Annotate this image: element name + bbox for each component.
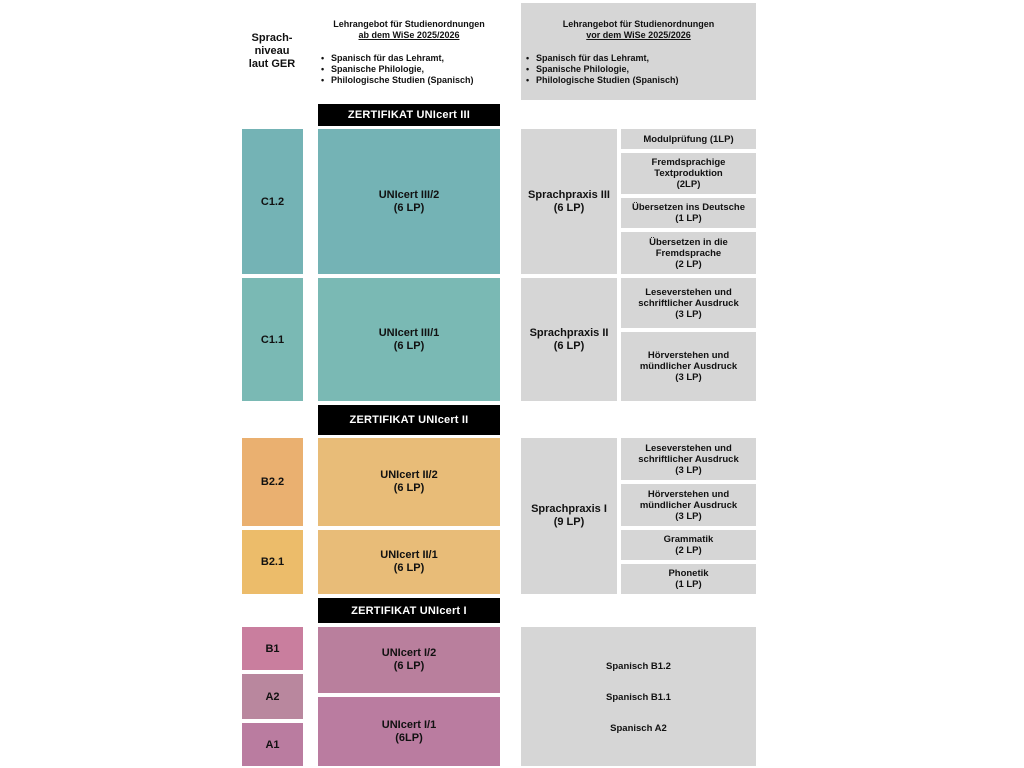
old-offer-title-line2: vor dem WiSe 2025/2026 — [586, 30, 691, 40]
submodule-uebersetzen-in-die-fremdsprache: Übersetzen in die Fremdsprache (2 LP) — [621, 232, 756, 274]
level-b2-1: B2.1 — [242, 530, 303, 594]
submodule-grammatik: Grammatik (2 LP) — [621, 530, 756, 560]
new-offer-program-list — [321, 53, 500, 86]
level-a1: A1 — [242, 723, 303, 766]
submodule-hoerverstehen-sp2: Hörverstehen und mündlicher Ausdruck (3 LP) — [621, 332, 756, 401]
module-unicert-2-2: UNIcert II/2 (6 LP) — [318, 438, 500, 526]
submodule-modulpruefung: Modulprüfung (1LP) — [621, 129, 756, 149]
certificate-unicert-2: ZERTIFIKAT UNIcert II — [318, 405, 500, 435]
old-offer-program-list — [526, 53, 756, 86]
module-unicert-3-1: UNIcert III/1 (6 LP) — [318, 278, 500, 401]
level-b2-2: B2.2 — [242, 438, 303, 526]
module-sprachpraxis-2: Sprachpraxis II (6 LP) — [521, 278, 617, 401]
submodule-leseverstehen-sp2: Leseverstehen und schriftlicher Ausdruck (3 LP) — [621, 278, 756, 328]
list-item: • Philologische Studien (Spanisch) — [321, 75, 474, 85]
submodule-uebersetzen-ins-deutsche: Übersetzen ins Deutsche (1 LP) — [621, 198, 756, 228]
list-item: • Philologische Studien (Spanisch) — [526, 75, 679, 85]
submodule-hoerverstehen-sp1: Hörverstehen und mündlicher Ausdruck (3 LP) — [621, 484, 756, 526]
new-offer-header — [318, 19, 500, 86]
new-offer-title-line1: Lehrangebot für Studienordnungen — [333, 19, 485, 29]
course-spanisch-b1-1: Spanisch B1.1 — [606, 692, 671, 703]
level-c1-2: C1.2 — [242, 129, 303, 274]
list-item: • Spanisch für das Lehramt, — [321, 53, 445, 63]
module-unicert-2-1: UNIcert II/1 (6 LP) — [318, 530, 500, 594]
submodule-phonetik: Phonetik (1 LP) — [621, 564, 756, 594]
submodule-leseverstehen-sp1: Leseverstehen und schriftlicher Ausdruck (3 LP) — [621, 438, 756, 480]
new-offer-title-line2: ab dem WiSe 2025/2026 — [358, 30, 460, 40]
certificate-unicert-1: ZERTIFIKAT UNIcert I — [318, 598, 500, 623]
level-c1-1: C1.1 — [242, 278, 303, 401]
list-item: • Spanisch für das Lehramt, — [526, 53, 650, 63]
level-column-header: Sprach- niveau laut GER — [248, 32, 296, 70]
module-sprachpraxis-1: Sprachpraxis I (9 LP) — [521, 438, 617, 594]
module-unicert-1-2: UNIcert I/2 (6 LP) — [318, 627, 500, 693]
list-item: • Spanische Philologie, — [526, 64, 630, 74]
old-offer-title-line1: Lehrangebot für Studienordnungen — [562, 19, 715, 29]
level-b1: B1 — [242, 627, 303, 670]
old-offer-header — [521, 3, 756, 100]
certificate-unicert-3: ZERTIFIKAT UNIcert III — [318, 104, 500, 126]
module-unicert-3-2: UNIcert III/2 (6 LP) — [318, 129, 500, 274]
submodule-fremdsprachige-textproduktion: Fremdsprachige Textproduktion (2LP) — [621, 153, 756, 194]
course-spanisch-a2: Spanisch A2 — [610, 723, 667, 734]
module-spanisch-courses — [521, 627, 756, 766]
list-item: • Spanische Philologie, — [321, 64, 425, 74]
module-unicert-1-1: UNIcert I/1 (6LP) — [318, 697, 500, 766]
level-a2: A2 — [242, 674, 303, 719]
module-sprachpraxis-3: Sprachpraxis III (6 LP) — [521, 129, 617, 274]
course-spanisch-b1-2: Spanisch B1.2 — [606, 661, 671, 672]
